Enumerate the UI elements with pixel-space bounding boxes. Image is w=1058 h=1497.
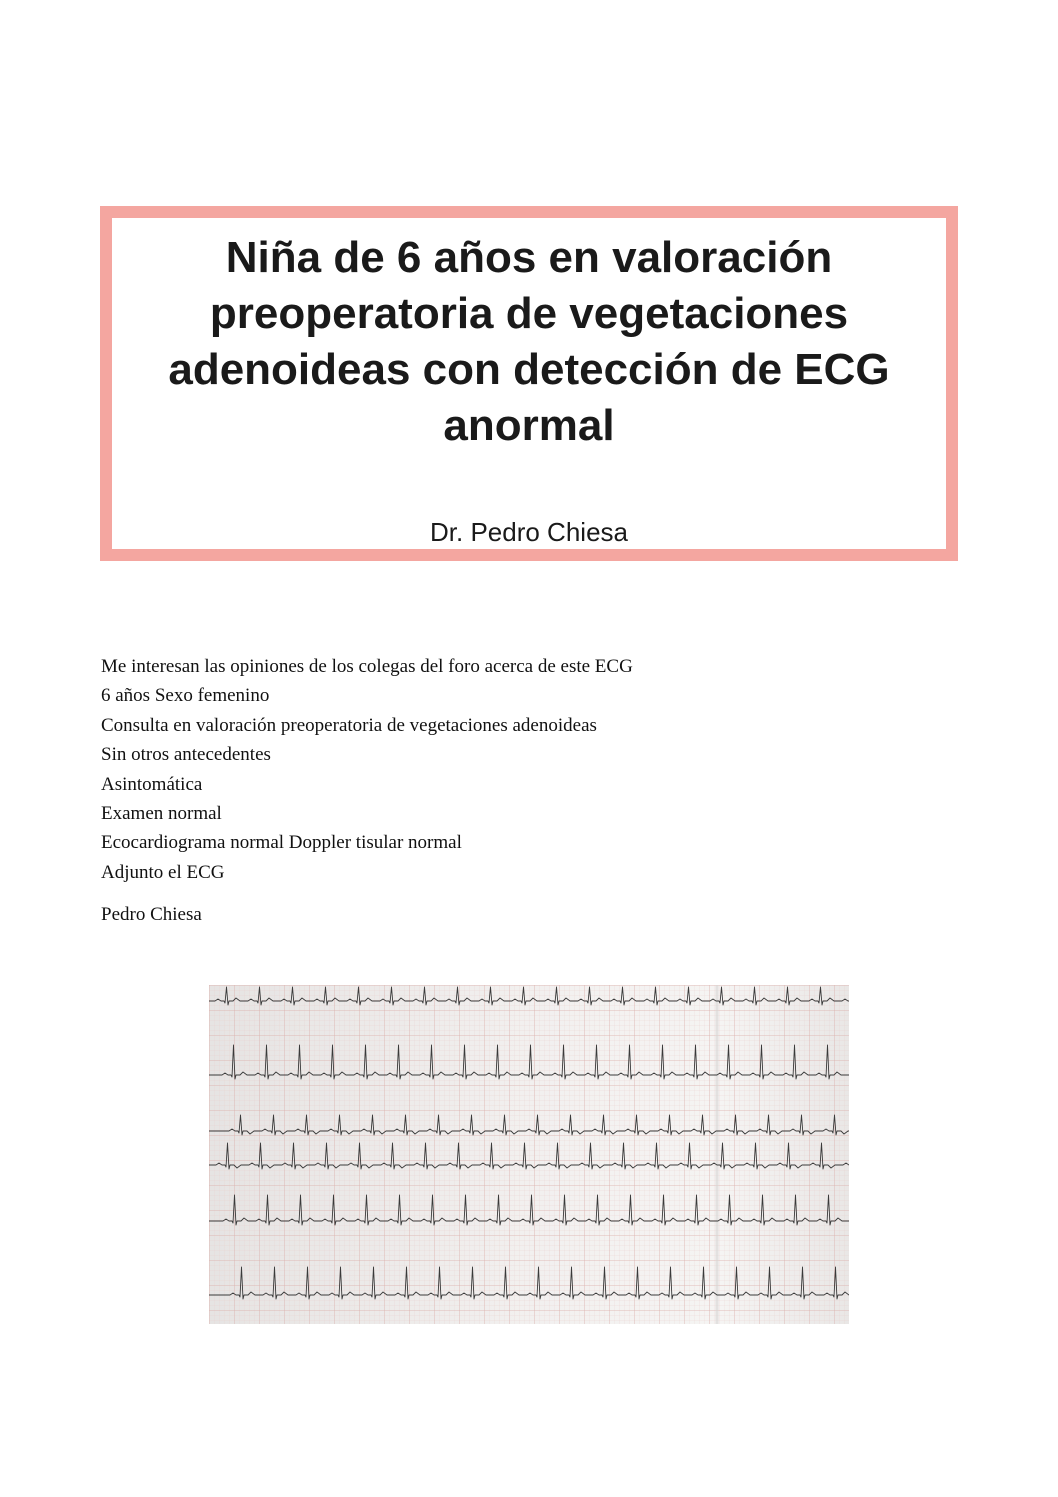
body-line-1: Me interesan las opiniones de los colegas del foro acerca de este ECG (101, 656, 633, 677)
title-box (100, 206, 958, 561)
body-line-3: Consulta en valoración preoperatoria de vegetaciones adenoideas (101, 714, 597, 736)
document-author: Dr. Pedro Chiesa (430, 517, 628, 547)
ecg-image (209, 985, 849, 1324)
body-line-7: Ecocardiograma normal Doppler tisular normal (101, 832, 462, 854)
body-line-6: Examen normal (101, 802, 222, 824)
body-line-8: Adjunto el ECG (101, 861, 225, 883)
body-line-2: 6 años Sexo femenino (101, 685, 270, 707)
body-line-5: Asintomática (101, 773, 203, 795)
body-line-4: Sin otros antecedentes (101, 744, 271, 766)
ecg-grid (209, 985, 849, 1324)
document-title: Niña de 6 años en valoración preoperatoria de vegetaciones adenoideas con detección de ECG anormal (168, 233, 890, 450)
signature: Pedro Chiesa (101, 904, 202, 925)
case-description (101, 652, 901, 887)
